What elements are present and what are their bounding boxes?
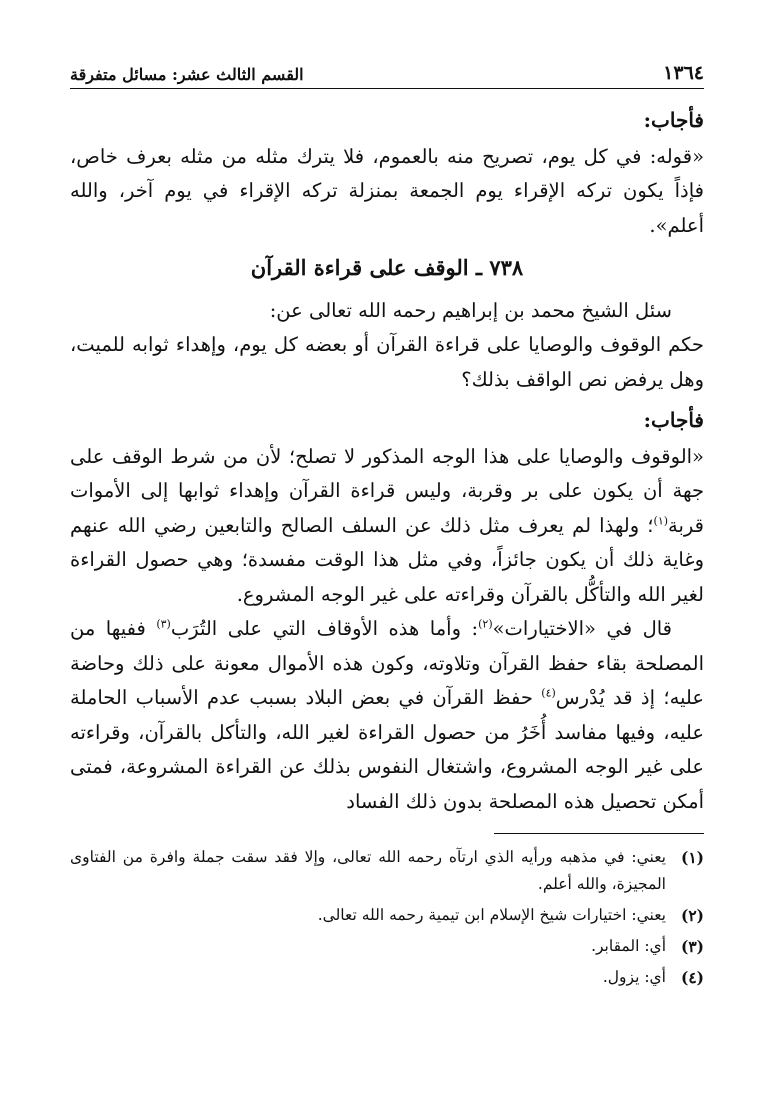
footnote-text: يعني: اختيارات شيخ الإسلام ابن تيمية رحمه الله تعالى. <box>317 906 666 924</box>
footnote-ref[interactable]: (٢) <box>478 617 493 631</box>
page-number: ١٣٦٤ <box>663 62 704 84</box>
answer-paragraph: «قوله: في كل يوم، تصريح منه بالعموم، فلا يترك مثله من مثله بعرف خاص، فإذاً يكون تركه الإقراء يوم الجمعة بمنزلة تركه الإقراء في يوم آخر، والله أعلم». <box>70 144 704 237</box>
text-run: «الوقوف والوصايا على هذا الوجه المذكور لا تصلح؛ لأن من شرط الوقف على جهة أن يكون على بر وقربة، وليس قراءة القرآن وإهداء ثوابها إلى الأموات قربة <box>70 444 704 537</box>
answer-label: فأجاب: <box>643 108 704 132</box>
footnote-text: أي: يزول. <box>602 968 666 986</box>
footnote <box>70 964 704 991</box>
footnote-ref[interactable]: (٣) <box>156 617 171 631</box>
text-run: ففيها من المصلحة بقاء حفظ القرآن وتلاوته، وكون هذه الأموال معونة على ذلك وحاضة عليه؛ إذ قد يُدْرس <box>70 617 704 709</box>
page-header <box>70 56 704 89</box>
footnote-divider <box>494 833 704 834</box>
answer-label: فأجاب: <box>643 408 704 432</box>
main-text <box>70 103 704 819</box>
book-page <box>70 56 704 1067</box>
footnote-ref[interactable]: (٤) <box>541 686 556 700</box>
text-run: قال في «الاختيارات» <box>492 617 672 640</box>
footnote <box>70 902 704 929</box>
footnote-text: أي: المقابر. <box>591 937 666 955</box>
footnote-text: يعني: في مذهبه ورأيه الذي ارتآه رحمه الله تعالى، وإلا فقد سقت جملة وافرة من الفتاوى المجيزة، والله أعلم. <box>70 848 666 893</box>
footnote-number: (٤) <box>680 968 704 987</box>
section-title: ٧٣٨ ـ الوقف على قراءة القرآن <box>250 255 524 280</box>
text-run: حفظ القرآن في بعض البلاد بسبب عدم الأسباب الحاملة عليه، وفيها مفاسد أُخَرُ من حصول القراءة لغير الله، والتأكل بالقرآن، وقراءته على غير الوجه المشروع، واشتغال النفوس بذلك عن القراءة المشروعة، فمتى أمكن تحصيل هذه المصلحة بدون ذلك الفساد <box>70 686 704 813</box>
footnote-number: (١) <box>680 848 704 867</box>
running-title: القسم الثالث عشر: مسائل متفرقة <box>70 65 304 84</box>
quote-paragraph <box>70 612 704 819</box>
answer-paragraph <box>70 440 704 613</box>
footnote-number: (٣) <box>680 937 704 956</box>
text-run: ؛ ولهذا لم يعرف مثل ذلك عن السلف الصالح والتابعين رضي الله عنهم وغاية ذلك أن يكون جائزاً، وفي مثل هذا الوقت مفسدة؛ وهي حصول القراءة لغير الله والتأكُّل بالقرآن وقراءته على غير الوجه المشروع. <box>70 513 704 606</box>
question-intro: سئل الشيخ محمد بن إبراهيم رحمه الله تعالى عن: <box>269 298 672 322</box>
text-run: : وأما هذه الأوقاف التي على التُرَب <box>170 617 479 640</box>
footnote-ref[interactable]: (١) <box>653 514 669 527</box>
footnotes <box>70 844 704 991</box>
footnote <box>70 933 704 960</box>
footnote <box>70 844 704 898</box>
question-text: حكم الوقوف والوصايا على قراءة القرآن أو بعضه كل يوم، وإهداء ثوابه للميت، وهل يرفض نص الواقف بذلك؟ <box>70 333 704 391</box>
footnote-number: (٢) <box>680 906 704 925</box>
